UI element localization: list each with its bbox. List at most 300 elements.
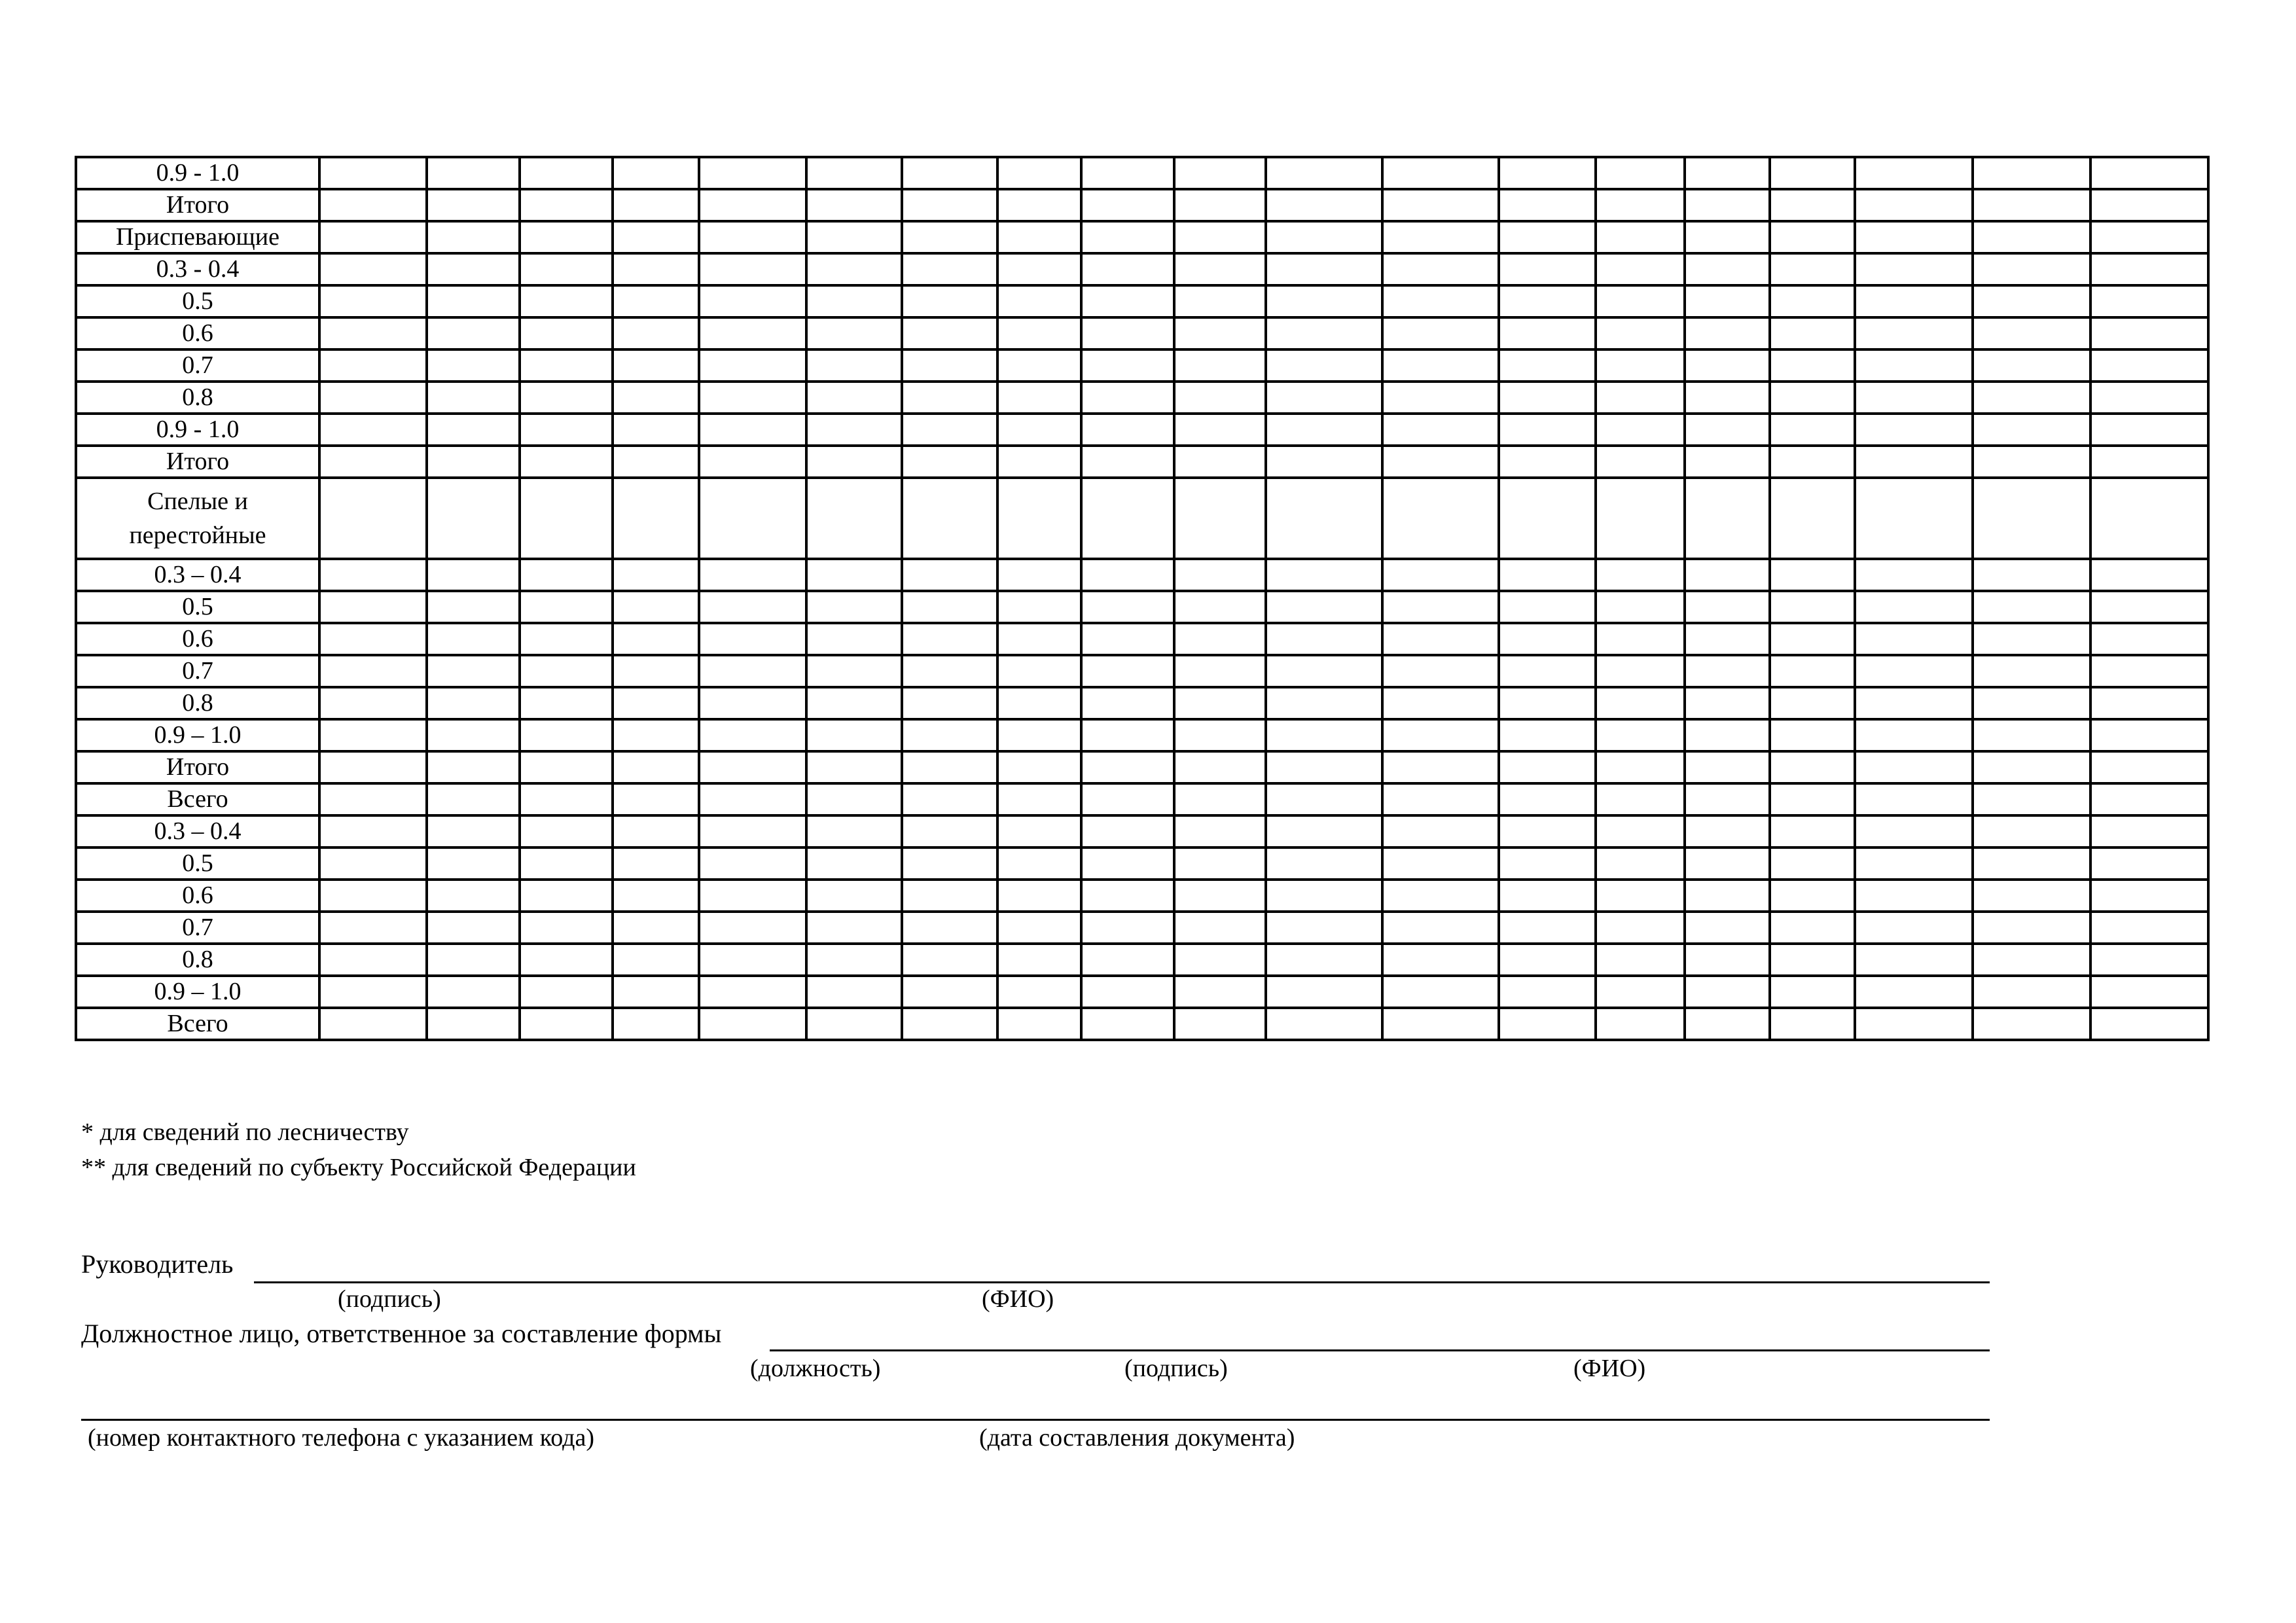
table-cell[interactable] [699,559,806,591]
table-cell[interactable] [520,976,613,1008]
table-cell[interactable] [806,655,902,687]
table-cell[interactable] [520,1008,613,1040]
table-cell[interactable] [806,1008,902,1040]
table-cell[interactable] [427,285,520,317]
table-cell[interactable] [1770,944,1855,976]
table-cell[interactable] [1973,414,2090,446]
table-cell[interactable] [997,591,1081,623]
table-cell[interactable] [806,687,902,719]
table-cell[interactable] [1382,687,1499,719]
table-cell[interactable] [1382,751,1499,783]
table-cell[interactable] [1596,559,1685,591]
table-cell[interactable] [1973,221,2090,253]
table-cell[interactable] [1174,559,1266,591]
table-cell[interactable] [613,189,699,221]
table-cell[interactable] [1973,591,2090,623]
table-cell[interactable] [613,478,699,559]
table-cell[interactable] [1596,189,1685,221]
table-cell[interactable] [902,317,997,349]
table-cell[interactable] [699,944,806,976]
table-cell[interactable] [613,912,699,944]
table-cell[interactable] [1081,253,1174,285]
table-cell[interactable] [1596,253,1685,285]
table-cell[interactable] [1499,591,1596,623]
table-cell[interactable] [1770,1008,1855,1040]
table-cell[interactable] [1499,1008,1596,1040]
table-cell[interactable] [427,317,520,349]
table-cell[interactable] [997,976,1081,1008]
table-cell[interactable] [1855,623,1973,655]
table-cell[interactable] [1855,349,1973,382]
table-cell[interactable] [699,349,806,382]
table-cell[interactable] [1499,751,1596,783]
table-cell[interactable] [1596,751,1685,783]
table-cell[interactable] [1973,719,2090,751]
table-cell[interactable] [1770,687,1855,719]
table-cell[interactable] [902,751,997,783]
table-cell[interactable] [1770,880,1855,912]
table-cell[interactable] [1081,880,1174,912]
table-cell[interactable] [613,414,699,446]
table-cell[interactable] [997,349,1081,382]
head-signature-line[interactable] [254,1281,1990,1283]
table-cell[interactable] [1770,783,1855,815]
table-cell[interactable] [1596,944,1685,976]
table-cell[interactable] [1382,847,1499,880]
table-cell[interactable] [1266,253,1382,285]
table-cell[interactable] [2090,189,2208,221]
table-cell[interactable] [1081,559,1174,591]
table-cell[interactable] [1081,655,1174,687]
table-cell[interactable] [1266,623,1382,655]
table-cell[interactable] [319,559,427,591]
table-cell[interactable] [1770,317,1855,349]
table-cell[interactable] [520,751,613,783]
table-cell[interactable] [1174,317,1266,349]
table-cell[interactable] [902,912,997,944]
table-cell[interactable] [2090,478,2208,559]
table-cell[interactable] [1081,414,1174,446]
table-cell[interactable] [1596,382,1685,414]
table-cell[interactable] [1266,285,1382,317]
table-cell[interactable] [1081,189,1174,221]
table-cell[interactable] [902,157,997,189]
table-cell[interactable] [1174,944,1266,976]
table-cell[interactable] [1382,880,1499,912]
table-cell[interactable] [1855,1008,1973,1040]
table-cell[interactable] [1855,591,1973,623]
table-cell[interactable] [1855,559,1973,591]
table-cell[interactable] [2090,623,2208,655]
table-cell[interactable] [1855,317,1973,349]
table-cell[interactable] [1266,847,1382,880]
table-cell[interactable] [1770,655,1855,687]
table-cell[interactable] [1973,880,2090,912]
table-cell[interactable] [427,880,520,912]
table-cell[interactable] [1685,655,1770,687]
table-cell[interactable] [520,253,613,285]
table-cell[interactable] [1973,623,2090,655]
table-cell[interactable] [1266,317,1382,349]
table-cell[interactable] [1174,253,1266,285]
table-cell[interactable] [1081,349,1174,382]
table-cell[interactable] [1266,382,1382,414]
table-cell[interactable] [997,478,1081,559]
table-cell[interactable] [2090,253,2208,285]
table-cell[interactable] [613,157,699,189]
table-cell[interactable] [699,446,806,478]
table-cell[interactable] [427,478,520,559]
table-cell[interactable] [997,446,1081,478]
table-cell[interactable] [1499,349,1596,382]
table-cell[interactable] [997,847,1081,880]
table-cell[interactable] [1973,1008,2090,1040]
table-cell[interactable] [1382,783,1499,815]
table-cell[interactable] [1596,912,1685,944]
table-cell[interactable] [1685,719,1770,751]
table-cell[interactable] [699,253,806,285]
table-cell[interactable] [902,719,997,751]
table-cell[interactable] [1596,815,1685,847]
table-cell[interactable] [1081,944,1174,976]
table-cell[interactable] [1382,285,1499,317]
table-cell[interactable] [1770,349,1855,382]
table-cell[interactable] [319,751,427,783]
table-cell[interactable] [1081,157,1174,189]
table-cell[interactable] [1855,189,1973,221]
table-cell[interactable] [902,382,997,414]
table-cell[interactable] [613,847,699,880]
table-cell[interactable] [1266,944,1382,976]
table-cell[interactable] [1685,912,1770,944]
table-cell[interactable] [1499,687,1596,719]
table-cell[interactable] [427,976,520,1008]
table-cell[interactable] [1596,221,1685,253]
table-cell[interactable] [1266,478,1382,559]
table-cell[interactable] [319,349,427,382]
table-cell[interactable] [1973,944,2090,976]
table-cell[interactable] [1266,559,1382,591]
table-cell[interactable] [1685,285,1770,317]
table-cell[interactable] [520,446,613,478]
table-cell[interactable] [520,847,613,880]
table-cell[interactable] [1770,382,1855,414]
table-cell[interactable] [997,880,1081,912]
table-cell[interactable] [1770,847,1855,880]
table-cell[interactable] [613,559,699,591]
table-cell[interactable] [997,285,1081,317]
table-cell[interactable] [520,912,613,944]
table-cell[interactable] [613,382,699,414]
table-cell[interactable] [902,847,997,880]
table-cell[interactable] [1596,1008,1685,1040]
table-cell[interactable] [1855,687,1973,719]
table-cell[interactable] [1855,912,1973,944]
table-cell[interactable] [2090,349,2208,382]
table-cell[interactable] [319,221,427,253]
table-cell[interactable] [1973,478,2090,559]
table-cell[interactable] [2090,976,2208,1008]
table-cell[interactable] [1973,446,2090,478]
table-cell[interactable] [520,189,613,221]
table-cell[interactable] [1266,976,1382,1008]
table-cell[interactable] [1081,623,1174,655]
table-cell[interactable] [699,285,806,317]
table-cell[interactable] [1973,189,2090,221]
table-cell[interactable] [613,687,699,719]
table-cell[interactable] [1081,478,1174,559]
table-cell[interactable] [1382,382,1499,414]
table-cell[interactable] [1382,478,1499,559]
table-cell[interactable] [2090,880,2208,912]
table-cell[interactable] [613,1008,699,1040]
table-cell[interactable] [427,221,520,253]
table-cell[interactable] [2090,719,2208,751]
table-cell[interactable] [1685,783,1770,815]
table-cell[interactable] [902,880,997,912]
table-cell[interactable] [520,559,613,591]
table-cell[interactable] [1499,285,1596,317]
table-cell[interactable] [1973,559,2090,591]
table-cell[interactable] [1855,976,1973,1008]
table-cell[interactable] [427,687,520,719]
table-cell[interactable] [1382,719,1499,751]
table-cell[interactable] [806,623,902,655]
table-cell[interactable] [427,189,520,221]
table-cell[interactable] [2090,559,2208,591]
table-cell[interactable] [613,253,699,285]
table-cell[interactable] [1770,253,1855,285]
table-cell[interactable] [520,285,613,317]
table-cell[interactable] [520,221,613,253]
table-cell[interactable] [699,815,806,847]
table-cell[interactable] [427,414,520,446]
table-cell[interactable] [427,783,520,815]
table-cell[interactable] [1382,591,1499,623]
table-cell[interactable] [806,349,902,382]
table-cell[interactable] [319,253,427,285]
table-cell[interactable] [1685,446,1770,478]
table-cell[interactable] [319,719,427,751]
table-cell[interactable] [997,783,1081,815]
table-cell[interactable] [806,253,902,285]
table-cell[interactable] [1499,446,1596,478]
table-cell[interactable] [1499,317,1596,349]
table-cell[interactable] [1596,687,1685,719]
table-cell[interactable] [1685,349,1770,382]
table-cell[interactable] [319,880,427,912]
table-cell[interactable] [1770,976,1855,1008]
table-cell[interactable] [1081,847,1174,880]
table-cell[interactable] [520,414,613,446]
table-cell[interactable] [427,157,520,189]
table-cell[interactable] [427,719,520,751]
table-cell[interactable] [1382,655,1499,687]
table-cell[interactable] [427,591,520,623]
table-cell[interactable] [1266,912,1382,944]
table-cell[interactable] [902,783,997,815]
table-cell[interactable] [902,815,997,847]
table-cell[interactable] [1174,719,1266,751]
table-cell[interactable] [1266,719,1382,751]
table-cell[interactable] [2090,1008,2208,1040]
table-cell[interactable] [1770,815,1855,847]
table-cell[interactable] [1499,189,1596,221]
table-cell[interactable] [1499,623,1596,655]
table-cell[interactable] [1770,719,1855,751]
table-cell[interactable] [1685,591,1770,623]
table-cell[interactable] [1382,559,1499,591]
table-cell[interactable] [902,976,997,1008]
table-cell[interactable] [2090,687,2208,719]
table-cell[interactable] [613,976,699,1008]
table-cell[interactable] [1174,414,1266,446]
table-cell[interactable] [613,285,699,317]
official-signature-line[interactable] [770,1349,1990,1351]
table-cell[interactable] [2090,446,2208,478]
table-cell[interactable] [613,623,699,655]
table-cell[interactable] [1596,414,1685,446]
table-cell[interactable] [902,478,997,559]
table-cell[interactable] [319,317,427,349]
table-cell[interactable] [520,349,613,382]
table-cell[interactable] [319,783,427,815]
table-cell[interactable] [613,221,699,253]
table-cell[interactable] [902,623,997,655]
table-cell[interactable] [1855,478,1973,559]
table-cell[interactable] [806,189,902,221]
table-cell[interactable] [1081,815,1174,847]
table-cell[interactable] [1174,157,1266,189]
table-cell[interactable] [319,414,427,446]
table-cell[interactable] [1382,189,1499,221]
table-cell[interactable] [997,221,1081,253]
table-cell[interactable] [1855,655,1973,687]
table-cell[interactable] [319,189,427,221]
table-cell[interactable] [1973,815,2090,847]
table-cell[interactable] [1973,783,2090,815]
table-cell[interactable] [997,912,1081,944]
table-cell[interactable] [1596,591,1685,623]
table-cell[interactable] [520,623,613,655]
table-cell[interactable] [1499,478,1596,559]
table-cell[interactable] [319,912,427,944]
table-cell[interactable] [997,623,1081,655]
table-cell[interactable] [1855,414,1973,446]
table-cell[interactable] [1499,912,1596,944]
table-cell[interactable] [1770,912,1855,944]
table-cell[interactable] [1685,687,1770,719]
table-cell[interactable] [1855,285,1973,317]
table-cell[interactable] [1685,414,1770,446]
table-cell[interactable] [902,559,997,591]
table-cell[interactable] [1855,815,1973,847]
table-cell[interactable] [1382,317,1499,349]
table-cell[interactable] [319,655,427,687]
table-cell[interactable] [319,623,427,655]
table-cell[interactable] [1685,847,1770,880]
table-cell[interactable] [1596,976,1685,1008]
table-cell[interactable] [1973,655,2090,687]
table-cell[interactable] [1855,719,1973,751]
table-cell[interactable] [902,189,997,221]
table-cell[interactable] [1770,157,1855,189]
table-cell[interactable] [2090,751,2208,783]
table-cell[interactable] [1266,687,1382,719]
table-cell[interactable] [1499,783,1596,815]
table-cell[interactable] [1081,687,1174,719]
table-cell[interactable] [520,783,613,815]
table-cell[interactable] [997,189,1081,221]
table-cell[interactable] [1973,751,2090,783]
table-cell[interactable] [902,285,997,317]
table-cell[interactable] [1499,655,1596,687]
table-cell[interactable] [699,591,806,623]
table-cell[interactable] [997,751,1081,783]
table-cell[interactable] [613,349,699,382]
table-cell[interactable] [319,976,427,1008]
table-cell[interactable] [1685,157,1770,189]
table-cell[interactable] [2090,815,2208,847]
table-cell[interactable] [1174,655,1266,687]
table-cell[interactable] [806,976,902,1008]
table-cell[interactable] [427,253,520,285]
table-cell[interactable] [520,478,613,559]
table-cell[interactable] [1770,189,1855,221]
table-cell[interactable] [1855,253,1973,285]
table-cell[interactable] [1382,623,1499,655]
table-cell[interactable] [1174,623,1266,655]
table-cell[interactable] [2090,912,2208,944]
table-cell[interactable] [319,446,427,478]
table-cell[interactable] [1855,157,1973,189]
table-cell[interactable] [613,591,699,623]
table-cell[interactable] [1081,719,1174,751]
table-cell[interactable] [319,157,427,189]
table-cell[interactable] [1685,815,1770,847]
table-cell[interactable] [902,591,997,623]
table-cell[interactable] [427,446,520,478]
table-cell[interactable] [997,253,1081,285]
table-cell[interactable] [1499,382,1596,414]
table-cell[interactable] [1174,976,1266,1008]
table-cell[interactable] [2090,317,2208,349]
table-cell[interactable] [1382,944,1499,976]
table-cell[interactable] [902,944,997,976]
table-cell[interactable] [1382,157,1499,189]
table-cell[interactable] [1174,687,1266,719]
table-cell[interactable] [806,157,902,189]
table-cell[interactable] [1770,751,1855,783]
table-cell[interactable] [1770,414,1855,446]
table-cell[interactable] [1081,446,1174,478]
table-cell[interactable] [997,687,1081,719]
table-cell[interactable] [1596,719,1685,751]
table-cell[interactable] [997,382,1081,414]
table-cell[interactable] [2090,157,2208,189]
table-cell[interactable] [319,591,427,623]
table-cell[interactable] [1174,382,1266,414]
table-cell[interactable] [2090,221,2208,253]
table-cell[interactable] [1685,382,1770,414]
table-cell[interactable] [1266,751,1382,783]
table-cell[interactable] [1382,1008,1499,1040]
table-cell[interactable] [699,221,806,253]
table-cell[interactable] [699,880,806,912]
table-cell[interactable] [1499,559,1596,591]
table-cell[interactable] [2090,655,2208,687]
table-cell[interactable] [1770,221,1855,253]
